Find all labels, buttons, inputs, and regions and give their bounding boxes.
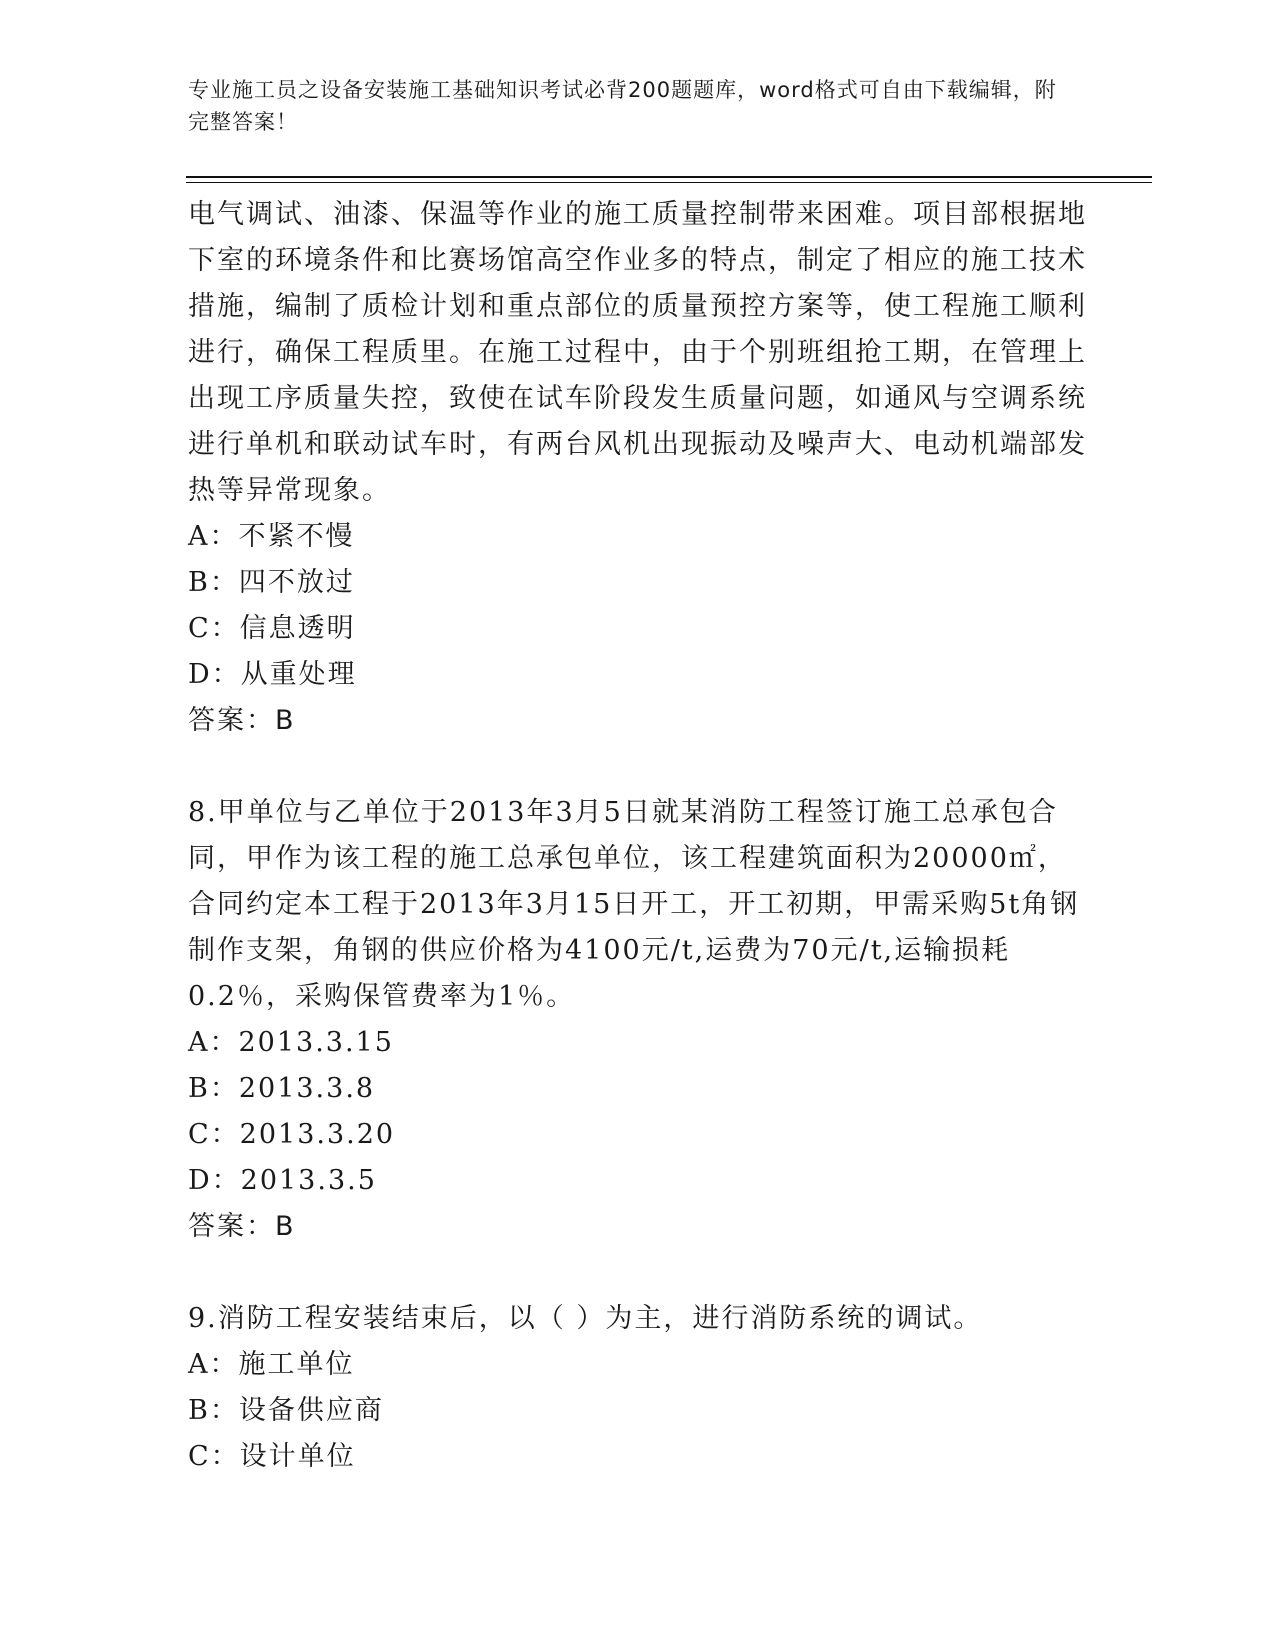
option-b: B：四不放过 (188, 567, 355, 598)
option-d: D：2013.3.5 (188, 1165, 377, 1196)
option-b: B：设备供应商 (188, 1395, 384, 1426)
spacer (188, 1250, 1088, 1296)
document-body (188, 192, 1088, 1480)
question-stem: 电气调试、油漆、保温等作业的施工质量控制带来困难。项目部根据地下室的环境条件和比赛场馆高空作业多的特点，制定了相应的施工技术措施，编制了质检计划和重点部位的质量预控方案等，使工程施工顺利进行，确保工程质里。在施工过程中，由于个别班组抢工期，在管理上出现工序质量失控，致使在试车阶段发生质量问题，如通风与空调系统进行单机和联动试车时，有两台风机出现振动及噪声大、电动机端部发热等异常现象。 (188, 199, 1087, 506)
question-stem: 8.甲单位与乙单位于2013年3月5日就某消防工程签订施工总承包合同，甲作为该工程的施工总承包单位，该工程建筑面积为20000㎡，合同约定本工程于2013年3月15日开工，开工初期，甲需采购5t角钢制作支架，角钢的供应价格为4100元/t,运费为70元/t,运输损耗0.2％，采购保管费率为1％。 (188, 797, 1080, 1012)
option-a: A：2013.3.15 (188, 1027, 394, 1058)
question-stem: 9.消防工程安装结束后，以（ ）为主，进行消防系统的调试。 (188, 1303, 983, 1334)
option-c: C：2013.3.20 (188, 1119, 396, 1150)
answer-label: 答案：B (188, 1211, 296, 1242)
header-divider-thin (186, 182, 1152, 183)
header-divider-thick (186, 176, 1152, 178)
question-9 (188, 1296, 1088, 1480)
option-a: A：施工单位 (188, 1349, 355, 1380)
option-c: C：信息透明 (188, 613, 356, 644)
option-a: A：不紧不慢 (188, 521, 355, 552)
option-b: B：2013.3.8 (188, 1073, 376, 1104)
spacer (188, 744, 1088, 790)
page-header: 专业施工员之设备安装施工基础知识考试必背200题题库，word格式可自由下载编辑，附完整答案！ (188, 78, 1057, 134)
question-7 (188, 192, 1088, 744)
answer-label: 答案：B (188, 705, 296, 736)
option-c: C：设计单位 (188, 1441, 356, 1472)
option-d: D：从重处理 (188, 659, 357, 690)
question-8 (188, 790, 1088, 1250)
